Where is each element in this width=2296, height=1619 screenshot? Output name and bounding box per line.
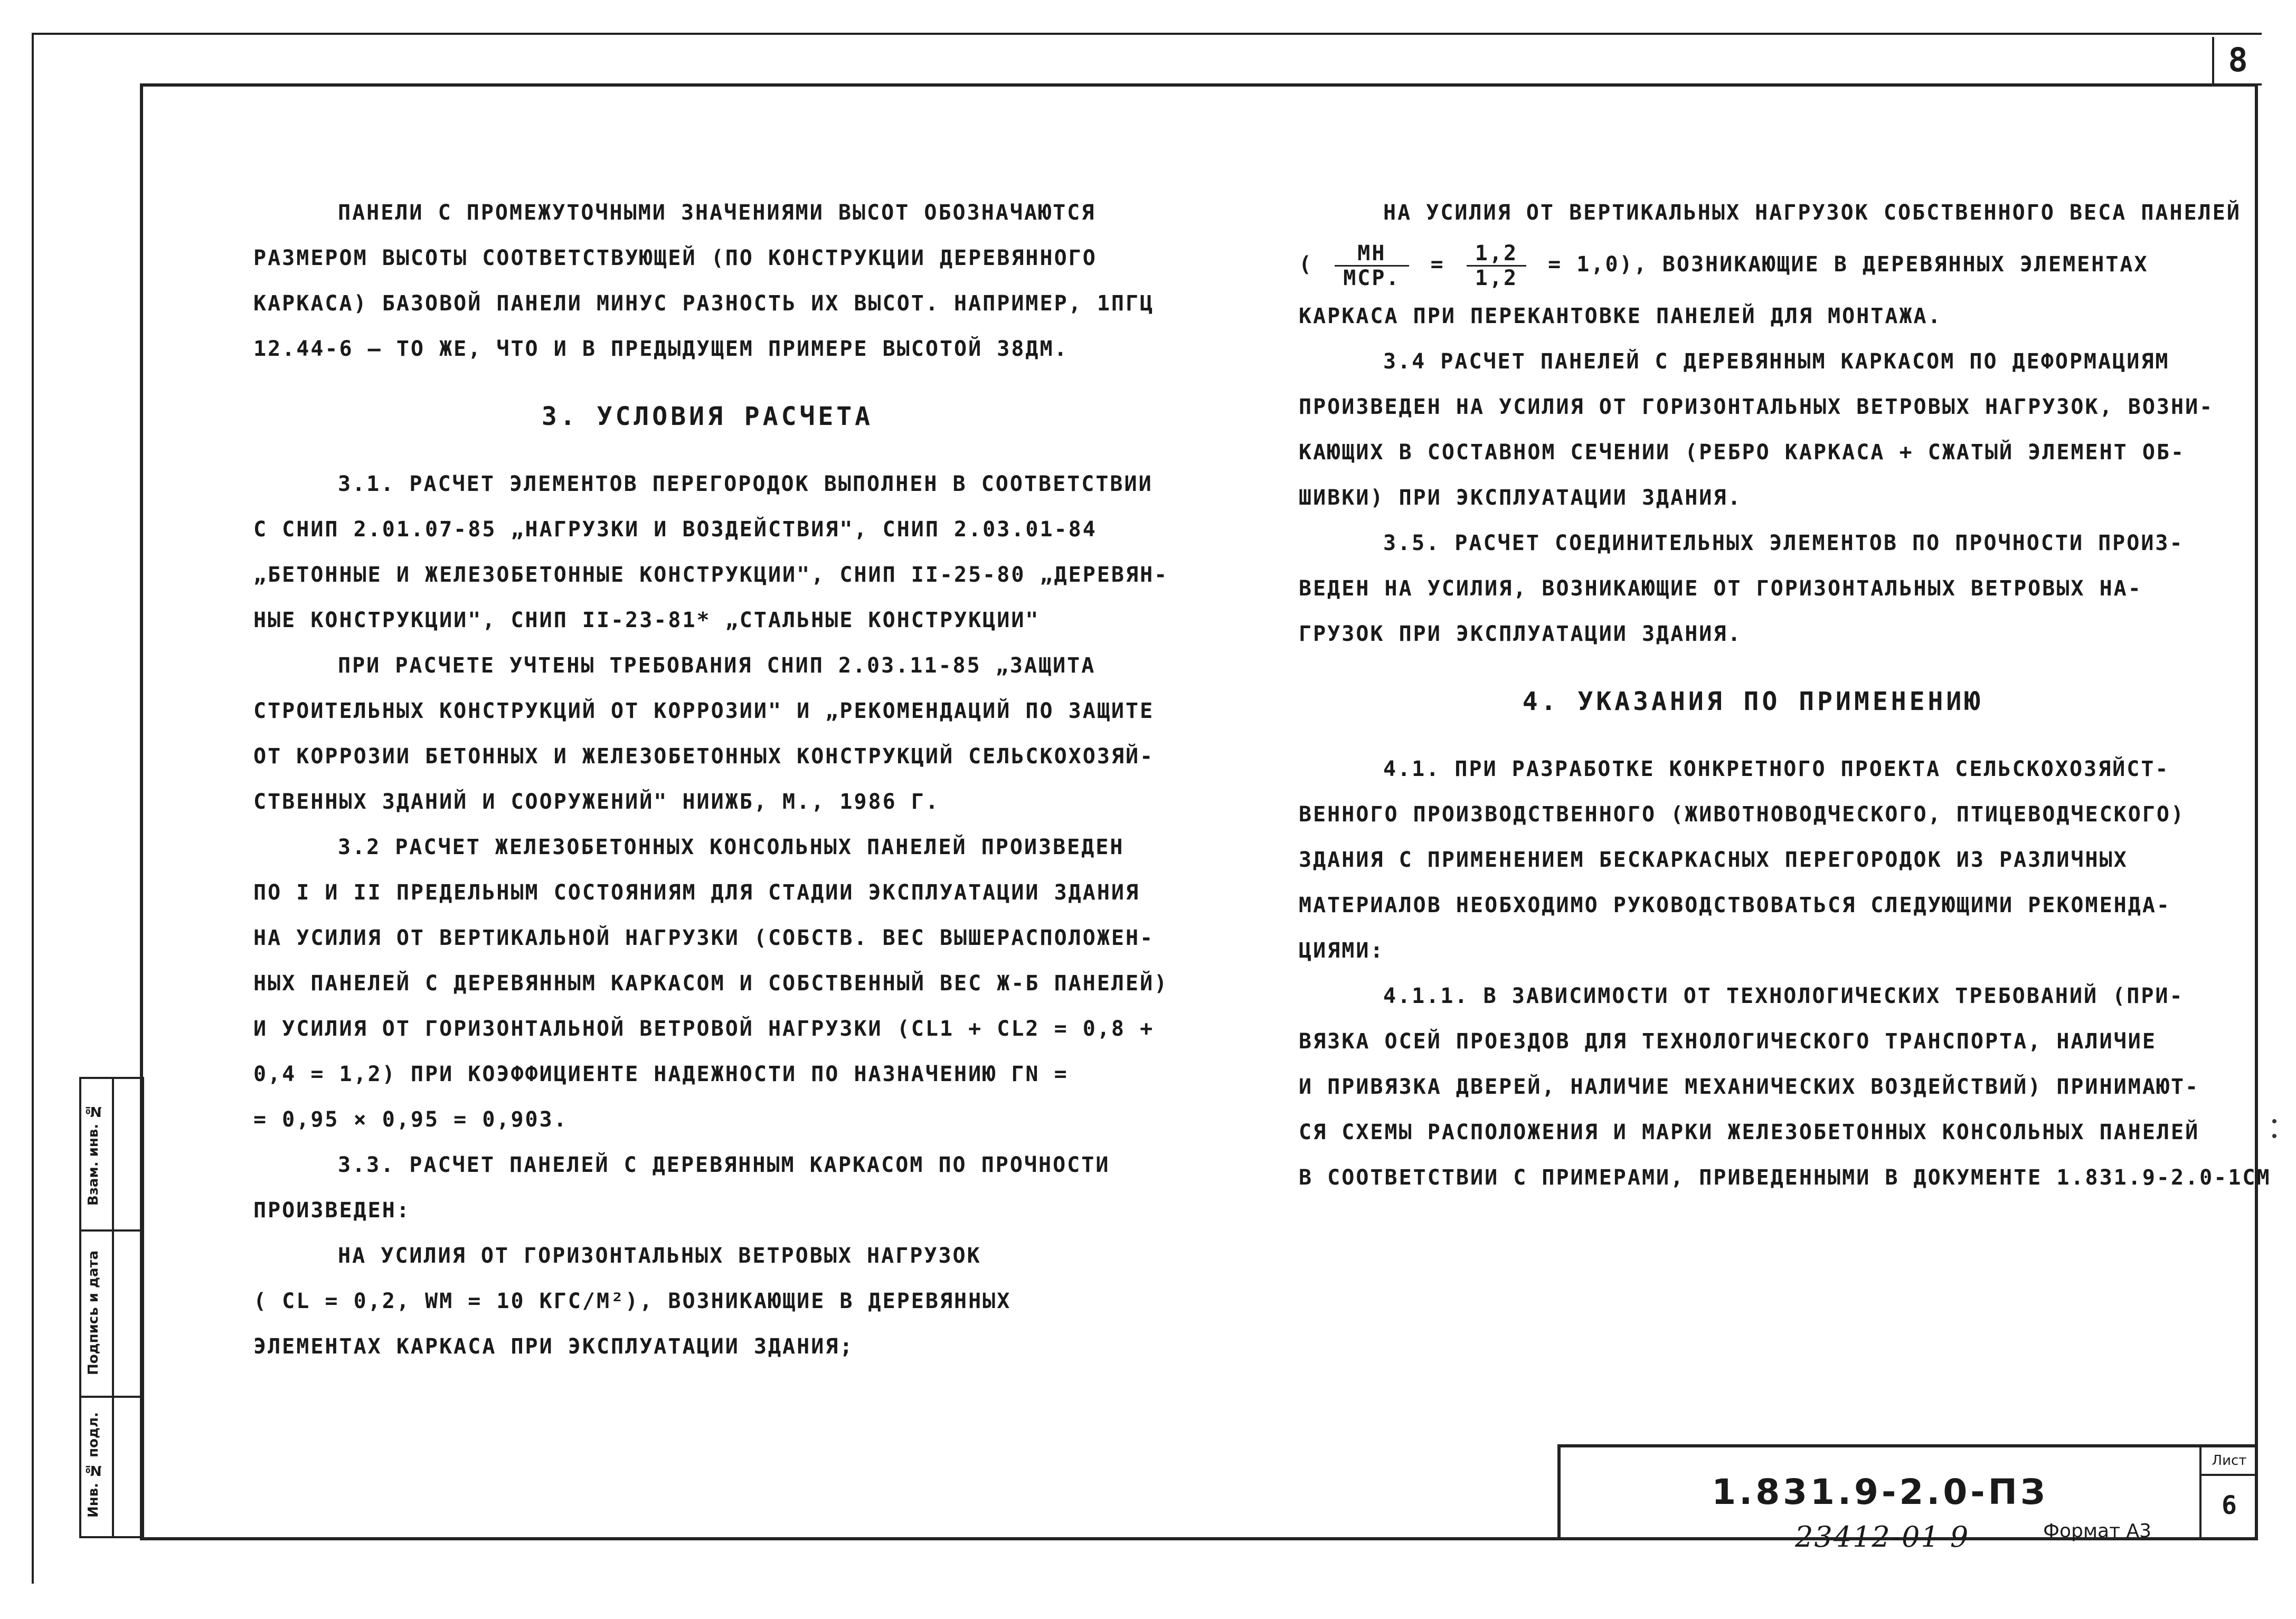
stamp-cell [81, 1396, 142, 1534]
text-line: И УСИЛИЯ ОТ ГОРИЗОНТАЛЬНОЙ ВЕТРОВОЙ НАГРУЗКИ (CL1 + CL2 = 0,8 + [253, 1017, 1155, 1041]
text-line: С СНИП 2.01.07-85 „НАГРУЗКИ И ВОЗДЕЙСТВИЯ", СНИП 2.03.01-84 [253, 517, 1097, 542]
text-line: ПРОИЗВЕДЕН: [253, 1198, 411, 1223]
fraction-denominator: MСР. [1343, 266, 1401, 290]
text-line: = 0,95 × 0,95 = 0,903. [253, 1107, 568, 1132]
text-line: КАРКАСА) БАЗОВОЙ ПАНЕЛИ МИНУС РАЗНОСТЬ ИХ ВЫСОТ. НАПРИМЕР, 1ПГЦ [253, 291, 1155, 316]
text-line: ВЕННОГО ПРОИЗВОДСТВЕННОГО (ЖИВОТНОВОДЧЕСКОГО, ПТИЦЕВОДЧЕСКОГО) [1299, 802, 2186, 827]
text-line: КАЮЩИХ В СОСТАВНОМ СЕЧЕНИИ (РЕБРО КАРКАСА + СЖАТЫЙ ЭЛЕМЕНТ ОБ- [1299, 440, 2186, 465]
text-line: 3.1. РАСЧЕТ ЭЛЕМЕНТОВ ПЕРЕГОРОДОК ВЫПОЛНЕН В СООТВЕТСТВИИ [338, 472, 1153, 496]
text-line: 4.1. ПРИ РАЗРАБОТКЕ КОНКРЕТНОГО ПРОЕКТА СЕЛЬСКОХОЗЯЙСТ- [1383, 757, 2170, 781]
text-line: 4.1.1. В ЗАВИСИМОСТИ ОТ ТЕХНОЛОГИЧЕСКИХ ТРЕБОВАНИЙ (ПРИ- [1383, 984, 2184, 1008]
text-line: НА УСИЛИЯ ОТ ВЕРТИКАЛЬНЫХ НАГРУЗОК СОБСТВЕННОГО ВЕСА ПАНЕЛЕЙ [1383, 201, 2241, 225]
text-line: 3.3. РАСЧЕТ ПАНЕЛЕЙ С ДЕРЕВЯННЫМ КАРКАСОМ ПО ПРОЧНОСТИ [338, 1153, 1110, 1177]
fraction-tail: = 1,0), ВОЗНИКАЮЩИЕ В ДЕРЕВЯННЫХ ЭЛЕМЕНТАХ [1548, 252, 2149, 277]
right-text-column [1299, 190, 2271, 1200]
text-line: И ПРИВЯЗКА ДВЕРЕЙ, НАЛИЧИЕ МЕХАНИЧЕСКИХ ВОЗДЕЙСТВИЙ) ПРИНИМАЮТ- [1299, 1075, 2200, 1099]
text-line: СТРОИТЕЛЬНЫХ КОНСТРУКЦИЙ ОТ КОРРОЗИИ" И „РЕКОМЕНДАЦИЙ ПО ЗАЩИТЕ [253, 699, 1155, 723]
text-line: КАРКАСА ПРИ ПЕРЕКАНТОВКЕ ПАНЕЛЕЙ ДЛЯ МОНТАЖА. [1299, 304, 1942, 328]
text-line: 3.4 РАСЧЕТ ПАНЕЛЕЙ С ДЕРЕВЯННЫМ КАРКАСОМ ПО ДЕФОРМАЦИЯМ [1383, 349, 2170, 374]
edge-marks [2270, 1109, 2281, 1193]
text-line: ( CL = 0,2, WM = 10 КГС/М²), ВОЗНИКАЮЩИЕ В ДЕРЕВЯННЫХ [253, 1289, 1012, 1313]
left-text-column [253, 190, 1169, 1369]
sheet-number: 8 [2212, 37, 2262, 86]
stamp-label: Подпись и дата [86, 1250, 101, 1375]
equals-sign: = [1430, 252, 1445, 277]
text-line: ГРУЗОК ПРИ ЭКСПЛУАТАЦИИ ЗДАНИЯ. [1299, 622, 1742, 646]
text-line: 0,4 = 1,2) ПРИ КОЭФФИЦИЕНТЕ НАДЕЖНОСТИ ПО НАЗНАЧЕНИЮ ΓN = [253, 1062, 1069, 1086]
text-line: ПРИ РАСЧЕТЕ УЧТЕНЫ ТРЕБОВАНИЯ СНИП 2.03.11-85 „ЗАЩИТА [338, 654, 1096, 678]
text-line: ЭЛЕМЕНТАХ КАРКАСА ПРИ ЭКСПЛУАТАЦИИ ЗДАНИЯ; [253, 1334, 854, 1359]
text-line: СТВЕННЫХ ЗДАНИЙ И СООРУЖЕНИЙ" НИИЖБ, М., 1986 Г. [253, 790, 940, 814]
text-line: НА УСИЛИЯ ОТ ВЕРТИКАЛЬНОЙ НАГРУЗКИ (СОБСТВ. ВЕС ВЫШЕРАСПОЛОЖЕН- [253, 926, 1155, 950]
stamp-cell [81, 1229, 142, 1398]
text-line: В СООТВЕТСТВИИ С ПРИМЕРАМИ, ПРИВЕДЕННЫМИ В ДОКУМЕНТЕ 1.831.9-2.0-1СМ [1299, 1166, 2271, 1190]
fraction-numerator: MН [1335, 242, 1409, 267]
stamp-label: Инв. № подл. [86, 1412, 101, 1518]
text-line: ЗДАНИЯ С ПРИМЕНЕНИЕМ БЕСКАРКАСНЫХ ПЕРЕГОРОДОК ИЗ РАЗЛИЧНЫХ [1299, 848, 2128, 872]
text-line: ВЕДЕН НА УСИЛИЯ, ВОЗНИКАЮЩИЕ ОТ ГОРИЗОНТАЛЬНЫХ ВЕТРОВЫХ НА- [1299, 576, 2142, 601]
stamp-label: Взам. инв. № [86, 1103, 101, 1206]
text-line: ШИВКИ) ПРИ ЭКСПЛУАТАЦИИ ЗДАНИЯ. [1299, 486, 1742, 510]
text-line: РАЗМЕРОМ ВЫСОТЫ СООТВЕТСТВУЮЩЕЙ (ПО КОНСТРУКЦИИ ДЕРЕВЯННОГО [253, 246, 1097, 270]
text-line: „БЕТОННЫЕ И ЖЕЛЕЗОБЕТОННЫЕ КОНСТРУКЦИИ", СНИП II-25-80 „ДЕРЕВЯН- [253, 563, 1169, 587]
side-stamp [79, 1077, 144, 1538]
text-line: МАТЕРИАЛОВ НЕОБХОДИМО РУКОВОДСТВОВАТЬСЯ СЛЕДУЮЩИМИ РЕКОМЕНДА- [1299, 893, 2171, 917]
fraction-line [1299, 235, 2207, 293]
text-line: ПАНЕЛИ С ПРОМЕЖУТОЧНЫМИ ЗНАЧЕНИЯМИ ВЫСОТ ОБОЗНАЧАЮТСЯ [338, 201, 1096, 225]
fraction-m [1335, 242, 1409, 290]
right-lines [1299, 293, 2271, 1200]
section-heading: 3. УСЛОВИЯ РАСЧЕТА [541, 402, 874, 431]
text-line: ПРОИЗВЕДЕН НА УСИЛИЯ ОТ ГОРИЗОНТАЛЬНЫХ ВЕТРОВЫХ НАГРУЗОК, ВОЗНИ- [1299, 395, 2214, 419]
text-line: ПО I И II ПРЕДЕЛЬНЫМ СОСТОЯНИЯМ ДЛЯ СТАДИИ ЭКСПЛУАТАЦИИ ЗДАНИЯ [253, 880, 1140, 905]
text-line: НЫХ ПАНЕЛЕЙ С ДЕРЕВЯННЫМ КАРКАСОМ И СОБСТВЕННЫЙ ВЕС Ж-Б ПАНЕЛЕЙ) [253, 971, 1169, 996]
fraction-numerator: 1,2 [1467, 242, 1526, 267]
text-line: ОТ КОРРОЗИИ БЕТОННЫХ И ЖЕЛЕЗОБЕТОННЫХ КОНСТРУКЦИЙ СЕЛЬСКОХОЗЯЙ- [253, 744, 1155, 769]
fraction-denominator: 1,2 [1475, 266, 1518, 290]
sheet-label: Лист [2201, 1447, 2257, 1476]
text-line: СЯ СХЕМЫ РАСПОЛОЖЕНИЯ И МАРКИ ЖЕЛЕЗОБЕТОННЫХ КОНСОЛЬНЫХ ПАНЕЛЕЙ [1299, 1120, 2200, 1144]
text-line: НА УСИЛИЯ ОТ ГОРИЗОНТАЛЬНЫХ ВЕТРОВЫХ НАГРУЗОК [338, 1244, 981, 1268]
sheet-box [2199, 1447, 2257, 1537]
text-line: 12.44-6 — ТО ЖЕ, ЧТО И В ПРЕДЫДУЩЕМ ПРИМЕРЕ ВЫСОТОЙ 38ДМ. [253, 337, 1069, 361]
text-line: 3.2 РАСЧЕТ ЖЕЛЕЗОБЕТОННЫХ КОНСОЛЬНЫХ ПАНЕЛЕЙ ПРОИЗВЕДЕН [338, 835, 1125, 859]
inventory-number: 23412-01 9 [1795, 1520, 1970, 1554]
text-line: ВЯЗКА ОСЕЙ ПРОЕЗДОВ ДЛЯ ТЕХНОЛОГИЧЕСКОГО ТРАНСПОРТА, НАЛИЧИЕ [1299, 1029, 2157, 1054]
section-heading: 4. УКАЗАНИЯ ПО ПРИМЕНЕНИЮ [1522, 687, 1983, 716]
sheet-page-number: 6 [2222, 1491, 2237, 1520]
text-line: НЫЕ КОНСТРУКЦИИ", СНИП II-23-81* „СТАЛЬНЫЕ КОНСТРУКЦИИ" [253, 608, 1040, 632]
format-label: Формат А3 [2043, 1520, 2152, 1542]
paren-open: ( [1299, 252, 1314, 277]
text-line: ЦИЯМИ: [1299, 939, 1385, 963]
stamp-cell [81, 1079, 142, 1232]
fraction-value [1467, 242, 1526, 290]
binding-line [32, 1383, 34, 1584]
document-code: 1.831.9-2.0-ПЗ [1712, 1472, 2048, 1512]
text-line: 3.5. РАСЧЕТ СОЕДИНИТЕЛЬНЫХ ЭЛЕМЕНТОВ ПО ПРОЧНОСТИ ПРОИЗ- [1383, 531, 2184, 555]
